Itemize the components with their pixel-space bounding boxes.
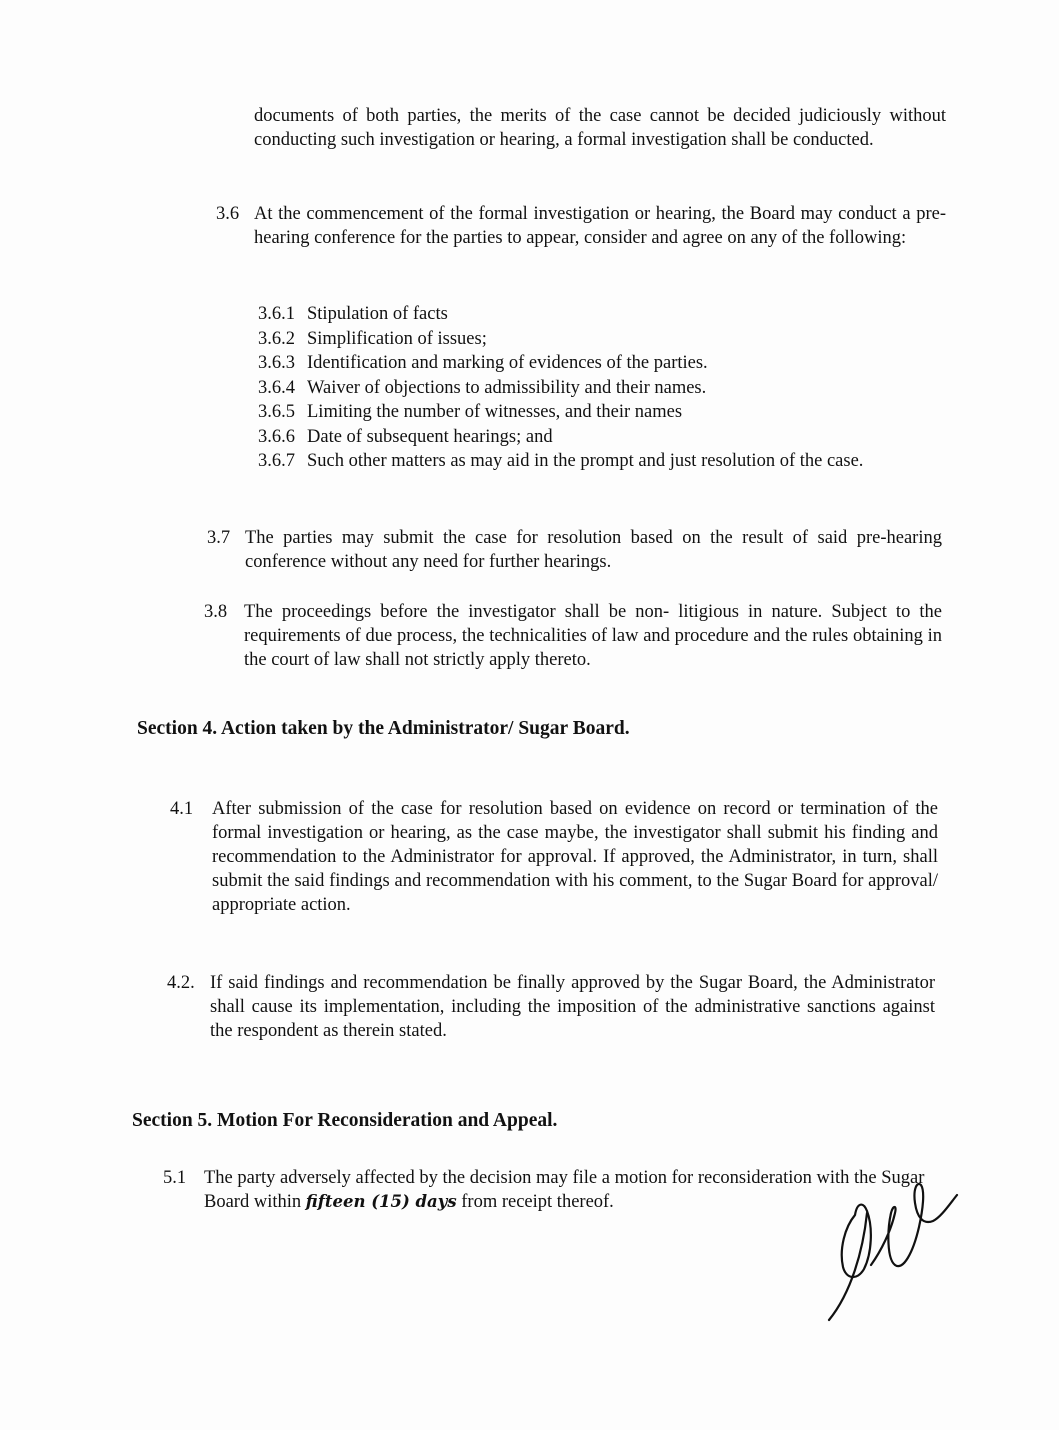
list-item [258,449,867,474]
deadline-emphasis: fifteen (15) days [305,1192,457,1211]
list-item [258,302,898,327]
list-item [258,351,898,376]
item-3-7 [207,526,942,574]
subitem-text: Simplification of issues; [307,328,487,349]
item-5-1-text-after: from receipt thereof. [461,1192,614,1212]
subitem-text: Date of subsequent hearings; and [307,426,553,447]
item-3-7-text: The parties may submit the case for resolution based on the result of said pre-hearing conference without any need for further hearings. [245,528,942,572]
intro-paragraph: documents of both parties, the merits of the case cannot be decided judiciously without conducting such investigation or hearing, a formal investigation shall be conducted. [254,106,946,150]
item-4-1-number: 4.1 [170,799,194,819]
item-4-2 [167,971,935,1043]
item-3-6 [216,202,946,250]
section-4-heading: Section 4. Action taken by the Administrator/ Sugar Board. [137,718,630,739]
item-4-2-number: 4.2. [167,973,195,993]
item-4-2-text: If said findings and recommendation be finally approved by the Sugar Board, the Administrator shall cause its implementation, including the imposition of the administrative sanctions against the respondent as therein stated. [210,973,935,1041]
list-item [258,400,898,425]
item-5-1-text-before: The party adversely affected by the decision may file a motion for reconsideration with the Sugar Board within [204,1168,925,1212]
item-3-8-text: The proceedings before the investigator shall be non- litigious in nature. Subject to the requirements of due process, the technicalities of law and procedure and the rules obtaining in the court of law shall not strictly apply thereto. [244,602,942,670]
list-item [258,425,898,450]
item-3-8-number: 3.8 [204,602,228,622]
subitem-number: 3.6.4 [258,377,295,398]
subitem-number: 3.6.2 [258,328,295,349]
subitem-number: 3.6.5 [258,402,295,422]
signature-initials [815,1165,965,1325]
subitem-text: Waiver of objections to admissibility and their names. [307,377,707,398]
list-item [258,376,898,401]
item-5-1-number: 5.1 [163,1168,187,1188]
item-3-8 [204,600,942,672]
section-5-heading: Section 5. Motion For Reconsideration and Appeal. [132,1110,558,1131]
item-3-6-text: At the commencement of the formal investigation or hearing, the Board may conduct a pre-hearing conference for the parties to appear, consider and agree on any of the following: [254,204,946,248]
subitem-text: Such other matters as may aid in the prompt and just resolution of the case. [307,451,864,471]
item-4-1-text: After submission of the case for resolution based on evidence on record or termination of the formal investigation or hearing, as the case maybe, the investigator shall submit his finding and recommendation to the Administrator for approval. If approved, the Administrator, in turn, shall submit the said findings and recommendation with his comment, to the Sugar Board for approval/ appropriate action. [212,799,938,915]
subitem-number: 3.6.7 [258,451,295,471]
subitem-text: Identification and marking of evidences of the parties. [307,353,708,373]
item-3-7-number: 3.7 [207,528,231,548]
subitem-number: 3.6.6 [258,426,295,447]
subitem-number: 3.6.1 [258,304,295,324]
subitem-number: 3.6.3 [258,353,295,373]
list-item [258,327,898,352]
subitem-text: Limiting the number of witnesses, and their names [307,402,683,422]
item-3-6-number: 3.6 [216,204,240,224]
item-3-6-sublist [258,302,898,474]
item-4-1 [170,797,938,917]
subitem-text: Stipulation of facts [307,304,448,324]
